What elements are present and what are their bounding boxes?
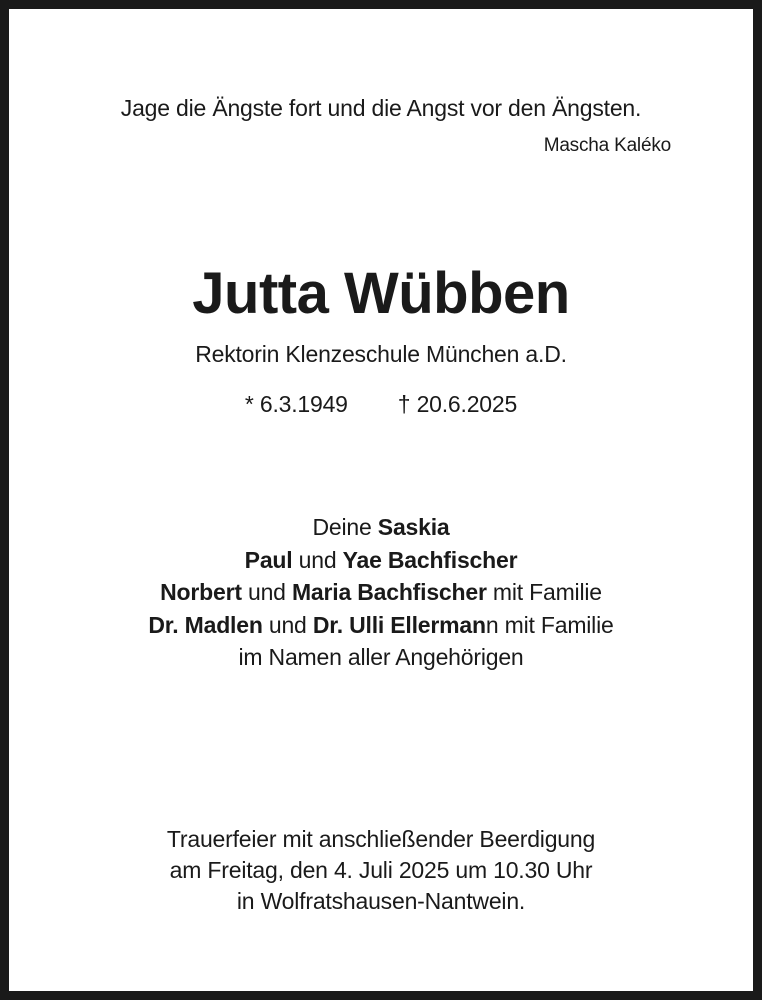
mourner-line [9, 544, 753, 577]
mourner-text: n mit Familie [485, 611, 614, 638]
mourner-text: Deine [312, 514, 378, 540]
quote-text: Jage die Ängste fort und die Angst vor den Ängsten. [120, 95, 642, 121]
mourner-name: Yae Bachfischer [342, 546, 518, 573]
mourner-text: und [262, 611, 313, 638]
mourner-name: Saskia [377, 514, 450, 540]
mourner-line [9, 609, 753, 642]
mourner-line [9, 511, 753, 544]
funeral-details [9, 824, 753, 917]
death-date: † 20.6.2025 [397, 391, 518, 417]
mourner-name: Dr. Ulli Ellerman [312, 611, 486, 638]
funeral-line: am Freitag, den 4. Juli 2025 um 10.30 Uhr [169, 857, 593, 883]
deceased-name: Jutta Wübben [192, 261, 570, 326]
mourner-line [9, 576, 753, 609]
funeral-line: Trauerfeier mit anschließender Beerdigung [166, 826, 596, 852]
mourners-list [9, 511, 753, 674]
funeral-line: in Wolfratshausen-Nantwein. [236, 888, 526, 914]
mourner-name: Dr. Madlen [148, 611, 263, 638]
mourner-name: Norbert [160, 579, 242, 605]
quote-author: Mascha Kaléko [543, 135, 671, 156]
mourner-text: und [241, 579, 292, 605]
mourner-name: Maria Bachfischer [291, 579, 487, 605]
mourner-text: mit Familie [486, 579, 602, 605]
life-dates [9, 389, 753, 419]
mourner-text: und [292, 546, 343, 573]
deceased-role: Rektorin Klenzeschule München a.D. [195, 341, 567, 367]
mourner-line: im Namen aller Angehörigen [238, 644, 524, 670]
birth-date: * 6.3.1949 [244, 391, 348, 417]
mourner-name: Paul [244, 546, 293, 573]
